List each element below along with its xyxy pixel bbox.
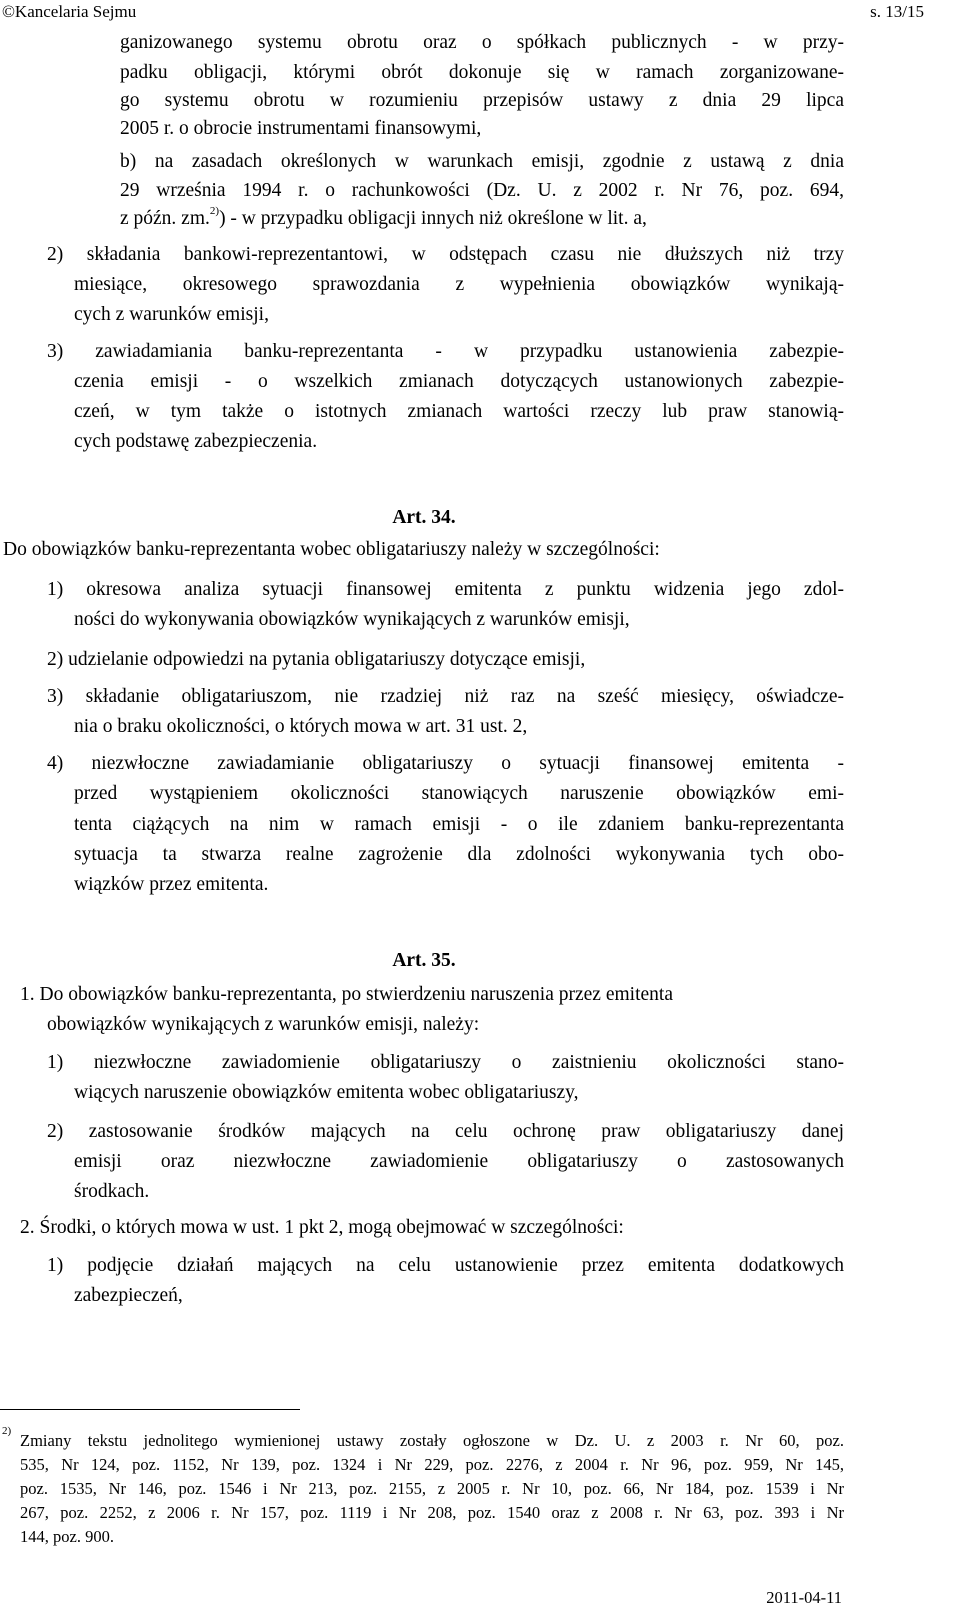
footnote-ref: 2): [209, 204, 220, 217]
footnote-line: 144, poz. 900.: [20, 1527, 114, 1546]
text-line: 1) niezwłoczne zawiadomienie obligatariuszy o zaistnieniu okoliczności stano-: [47, 1052, 844, 1073]
text-line: ganizowanego systemu obrotu oraz o spółkach publicznych - w przy-: [120, 32, 844, 53]
text-line: 2) udzielanie odpowiedzi na pytania obligatariuszy dotyczące emisji,: [47, 649, 586, 670]
footnote-line: poz. 1535, Nr 146, poz. 1546 i Nr 213, poz. 2155, z 2005 r. Nr 10, poz. 66, Nr 184, poz. 1539 i Nr: [20, 1479, 844, 1498]
text-line: miesiące, okresowego sprawozdania z wypełnienia obowiązków wynikają-: [74, 274, 844, 295]
text-line: przed wystąpieniem okoliczności stanowiących naruszenie obowiązków emi-: [74, 783, 844, 804]
text-line: środkach.: [74, 1181, 150, 1202]
footnote-line: 535, Nr 124, poz. 1152, Nr 139, poz. 1324 i Nr 229, poz. 2276, z 2004 r. Nr 96, poz. 959, Nr 145,: [20, 1455, 844, 1474]
text-line: 4) niezwłoczne zawiadamianie obligatariuszy o sytuacji finansowej emitenta -: [47, 753, 844, 774]
text-line: wiących naruszenie obowiązków emitenta wobec obligatariuszy,: [74, 1082, 579, 1103]
text-line: 2005 r. o obrocie instrumentami finansowymi,: [120, 118, 482, 139]
text-line: 2) zastosowanie środków mających na celu ochronę praw obligatariuszy danej: [47, 1121, 844, 1142]
text-line: 2) składania bankowi-reprezentantowi, w odstępach czasu nie dłuższych niż trzy: [47, 244, 844, 265]
text-line: b) na zasadach określonych w warunkach emisji, zgodnie z ustawą z dnia: [120, 151, 844, 172]
text-line: 3) zawiadamiania banku-reprezentanta - w przypadku ustanowienia zabezpie-: [47, 341, 844, 362]
text-line: padku obligacji, którymi obrót dokonuje się w ramach zorganizowane-: [120, 62, 844, 83]
text-line: sytuacja ta stwarza realne zagrożenie dla zdolności wykonywania tych obo-: [74, 844, 844, 865]
text-line: czenia emisji - o wszelkich zmianach dotyczących ustanowionych zabezpie-: [74, 371, 844, 392]
text-line: zabezpieczeń,: [74, 1285, 183, 1306]
text-line: 3) składanie obligatariuszom, nie rzadziej niż raz na sześć miesięcy, oświadcze-: [47, 686, 844, 707]
text-fragment: ) - w przypadku obligacji innych niż określone w lit. a,: [219, 208, 647, 229]
text-line: czeń, w tym także o istotnych zmianach wartości rzeczy lub praw stanowią-: [74, 401, 844, 422]
text-line: 2. Środki, o których mowa w ust. 1 pkt 2, mogą obejmować w szczególności:: [20, 1217, 624, 1238]
text-line: go systemu obrotu w rozumieniu przepisów ustawy z dnia 29 lipca: [120, 90, 844, 111]
footer-date: 2011-04-11: [766, 1588, 842, 1607]
footnote-line: Zmiany tekstu jednolitego wymienionej ustawy zostały ogłoszone w Dz. U. z 2003 r. Nr 60, poz.: [20, 1431, 844, 1450]
article-title: Art. 35.: [392, 950, 456, 971]
text-line: 1. Do obowiązków banku-reprezentanta, po stwierdzeniu naruszenia przez emitenta: [20, 984, 673, 1005]
text-line: nia o braku okoliczności, o których mowa w art. 31 ust. 2,: [74, 716, 528, 737]
text-line: 1) podjęcie działań mających na celu ustanowienie przez emitenta dodatkowych: [47, 1255, 844, 1276]
article-intro: Do obowiązków banku-reprezentanta wobec obligatariuszy należy w szczególności:: [3, 539, 660, 560]
text-line: emisji oraz niezwłoczne zawiadomienie obligatariuszy o zastosowanych: [74, 1151, 844, 1172]
text-line: cych z warunków emisji,: [74, 304, 269, 325]
header-copyright: ©Kancelaria Sejmu: [2, 2, 137, 21]
text-line: 1) okresowa analiza sytuacji finansowej emitenta z punktu widzenia jego zdol-: [47, 579, 844, 600]
footnote-marker: 2): [2, 1425, 12, 1437]
article-title: Art. 34.: [392, 507, 456, 528]
text-line: [120, 204, 647, 229]
text-line: 29 września 1994 r. o rachunkowości (Dz. U. z 2002 r. Nr 76, poz. 694,: [120, 180, 844, 201]
text-line: tenta ciążących na nim w ramach emisji - o ile zdaniem banku-reprezentanta: [74, 814, 844, 835]
footnote-line: 267, poz. 2252, z 2006 r. Nr 157, poz. 1119 i Nr 208, poz. 1540 oraz z 2008 r. Nr 63, poz. 393 i Nr: [20, 1503, 844, 1522]
text-line: ności do wykonywania obowiązków wynikających z warunków emisji,: [74, 609, 630, 630]
text-line: wiązków przez emitenta.: [74, 874, 269, 895]
text-fragment: z późn. zm.: [120, 208, 210, 229]
text-line: cych podstawę zabezpieczenia.: [74, 431, 318, 452]
footnote-separator: [0, 1409, 300, 1410]
text-line: obowiązków wynikających z warunków emisji, należy:: [47, 1014, 480, 1035]
page-number: s. 13/15: [870, 2, 924, 21]
